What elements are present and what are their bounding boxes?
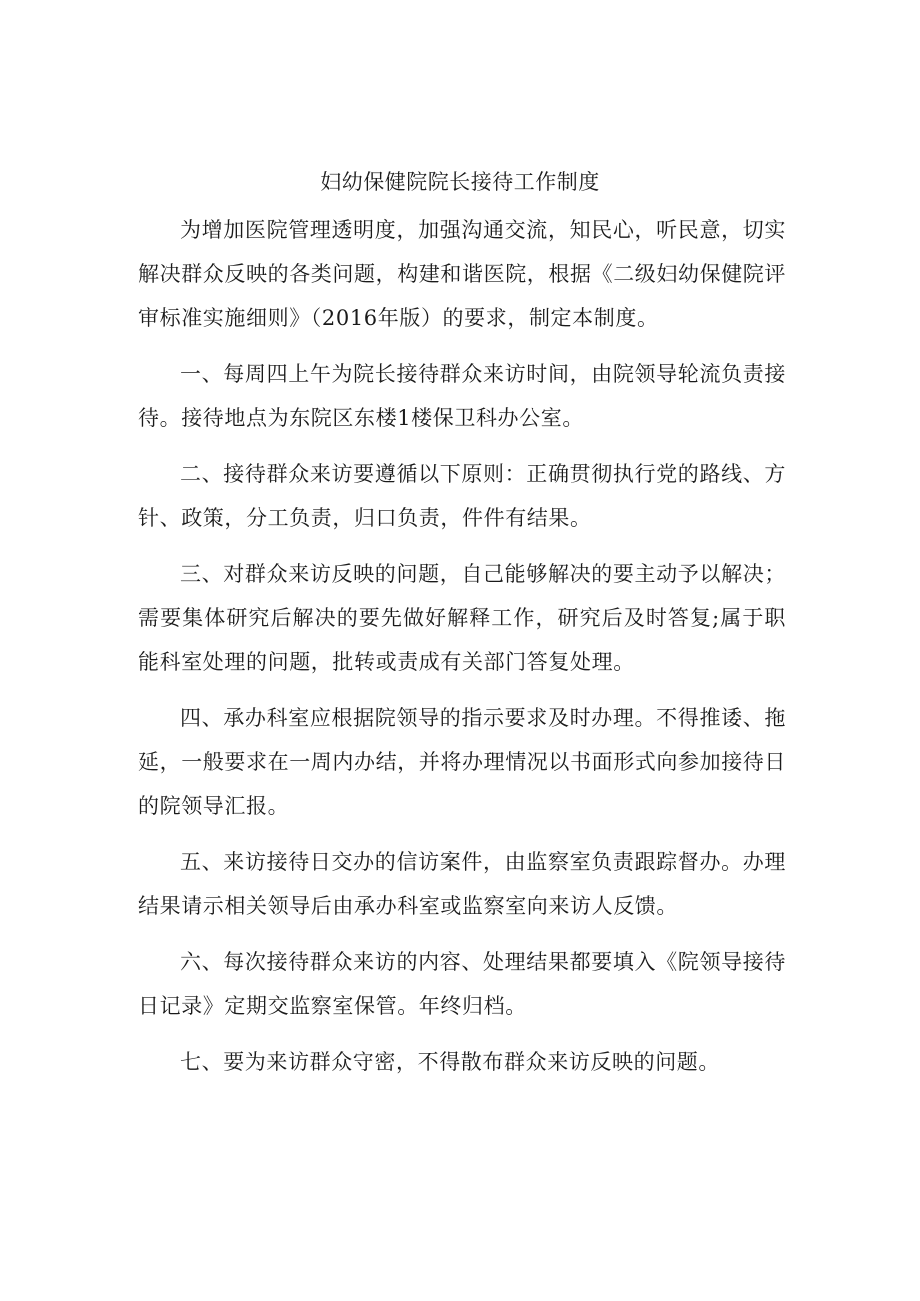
rule-paragraph-7: 七、要为来访群众守密，不得散布群众来访反映的问题。: [180, 1050, 720, 1074]
document-title: 妇幼保健院院长接待工作制度: [320, 170, 600, 194]
rule-paragraph-6: 六、每次接待群众来访的内容、处理结果都要填入《院领导接待日记录》定期交监察室保管。年终归档。: [138, 950, 786, 1018]
rule-paragraph-4: 四、承办科室应根据院领导的指示要求及时办理。不得推诿、拖延，一般要求在一周内办结，并将办理情况以书面形式向参加接待日的院领导汇报。: [138, 706, 786, 818]
rule-paragraph-3: 三、对群众来访反映的问题，自己能够解决的要主动予以解决；需要集体研究后解决的要先做好解释工作，研究后及时答复;属于职能科室处理的问题，批转或责成有关部门答复处理。: [138, 562, 786, 674]
rule-paragraph-2: 二、接待群众来访要遵循以下原则：正确贯彻执行党的路线、方针、政策，分工负责，归口负责，件件有结果。: [138, 462, 786, 530]
intro-paragraph: 为增加医院管理透明度，加强沟通交流，知民心，听民意，切实解决群众反映的各类问题，构建和谐医院，根据《二级妇幼保健院评审标准实施细则》（2016年版）的要求，制定本制度。: [138, 218, 786, 330]
rule-paragraph-5: 五、来访接待日交办的信访案件，由监察室负责跟踪督办。办理结果请示相关领导后由承办科室或监察室向来访人反馈。: [138, 850, 786, 918]
rule-paragraph-1: 一、每周四上午为院长接待群众来访时间，由院领导轮流负责接待。接待地点为东院区东楼1楼保卫科办公室。: [138, 362, 786, 430]
document-body: [138, 208, 786, 1096]
